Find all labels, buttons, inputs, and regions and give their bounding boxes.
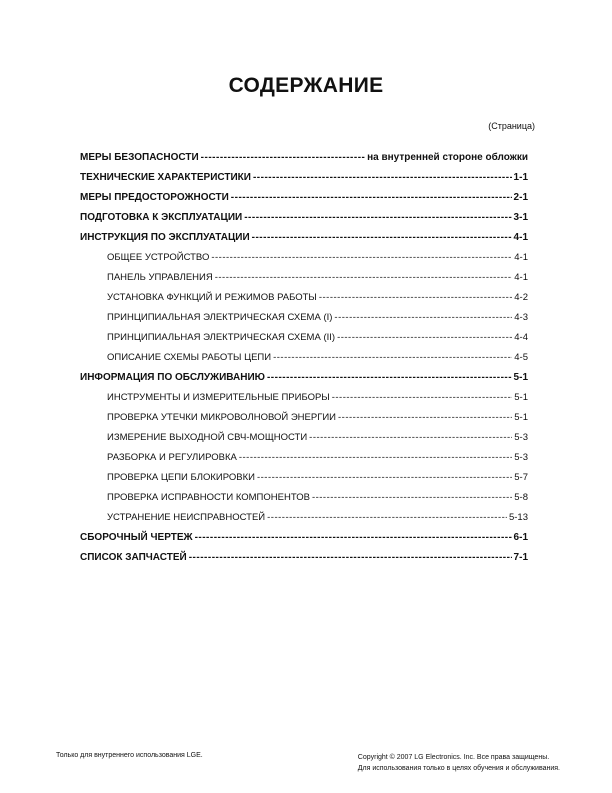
footer-usage-line: Для использования только в целях обучения и обслуживания.: [357, 765, 560, 772]
toc-leader: [215, 268, 513, 288]
toc-section: [80, 368, 528, 388]
toc-page-number: 4-1: [513, 232, 528, 243]
toc-label: ПРОВЕРКА ЦЕПИ БЛОКИРОВКИ: [107, 472, 255, 483]
toc-subsection: [80, 348, 528, 368]
toc-label: ПОДГОТОВКА К ЭКСПЛУАТАЦИИ: [80, 212, 243, 223]
toc-label: ПРИНЦИПИАЛЬНАЯ ЭЛЕКТРИЧЕСКАЯ СХЕМА (II): [107, 332, 336, 343]
toc-label: УСТРАНЕНИЕ НЕИСПРАВНОСТЕЙ: [107, 512, 266, 523]
toc-leader: [267, 368, 512, 388]
toc-page-number: 2-1: [513, 192, 528, 203]
toc-label: ПРОВЕРКА УТЕЧКИ МИКРОВОЛНОВОЙ ЭНЕРГИИ: [107, 412, 336, 423]
toc-page-number: 5-13: [508, 512, 528, 523]
toc-section: [80, 548, 528, 568]
toc-page-number: 4-4: [514, 332, 528, 343]
toc-subsection: [80, 248, 528, 268]
toc-subsection: [80, 408, 528, 428]
page-column-note: (Страница): [488, 121, 535, 131]
toc-subsection: [80, 288, 528, 308]
toc-subsection: [80, 308, 528, 328]
toc-label: ОБЩЕЕ УСТРОЙСТВО: [107, 252, 210, 263]
toc-section: [80, 148, 528, 168]
toc-section: [80, 528, 528, 548]
toc-page-number: 4-1: [514, 252, 528, 263]
toc-page-number: 4-2: [514, 292, 528, 303]
toc-leader: [319, 288, 512, 308]
toc-page-number: 4-1: [514, 272, 528, 283]
toc-leader: [244, 208, 511, 228]
toc-label: ПРИНЦИПИАЛЬНАЯ ЭЛЕКТРИЧЕСКАЯ СХЕМА (I): [107, 312, 333, 323]
toc-page-number: 5-8: [514, 492, 528, 503]
toc-section: [80, 228, 528, 248]
toc-page-number: 1-1: [513, 172, 528, 183]
footer-copyright: [358, 752, 560, 774]
toc-page-number: 5-3: [514, 452, 528, 463]
toc-page-number: 7-1: [513, 552, 528, 563]
toc-page-number: 4-3: [514, 312, 528, 323]
toc-leader: [239, 448, 512, 468]
toc-leader: [189, 548, 512, 568]
toc-subsection: [80, 448, 528, 468]
footer-copyright-line: Copyright © 2007 LG Electronics. Inc. Все права защищены.: [357, 754, 550, 761]
toc-section: [80, 168, 528, 188]
toc-subsection: [80, 328, 528, 348]
toc-label: РАЗБОРКА И РЕГУЛИРОВКА: [107, 452, 237, 463]
toc-subsection: [80, 488, 528, 508]
toc-subsection: [80, 388, 528, 408]
toc-page-number: на внутренней стороне обложки: [367, 152, 528, 163]
toc-label: СПИСОК ЗАПЧАСТЕЙ: [80, 552, 187, 563]
toc-label: СБОРОЧНЫЙ ЧЕРТЕЖ: [80, 532, 193, 543]
toc-page-number: 3-1: [513, 212, 528, 223]
toc-section: [80, 188, 528, 208]
toc-label: МЕРЫ ПРЕДОСТОРОЖНОСТИ: [80, 192, 229, 203]
toc-label: ОПИСАНИЕ СХЕМЫ РАБОТЫ ЦЕПИ: [107, 352, 272, 363]
toc-leader: [211, 248, 512, 268]
toc-leader: [253, 168, 512, 188]
footer-internal-use: Только для внутреннего использования LGE.: [56, 752, 203, 759]
toc-leader: [195, 528, 512, 548]
toc-page-number: 5-1: [513, 372, 528, 383]
toc-leader: [273, 348, 512, 368]
toc-leader: [267, 508, 507, 528]
toc-section: [80, 208, 528, 228]
toc-page-number: 5-3: [514, 432, 528, 443]
toc-page-number: 5-7: [514, 472, 528, 483]
toc-leader: [337, 328, 512, 348]
toc-label: ИЗМЕРЕНИЕ ВЫХОДНОЙ СВЧ-МОЩНОСТИ: [107, 432, 308, 443]
toc-leader: [231, 188, 512, 208]
page-title: СОДЕРЖАНИЕ: [228, 74, 384, 97]
toc-label: МЕРЫ БЕЗОПАСНОСТИ: [80, 152, 199, 163]
table-of-contents: [80, 148, 528, 568]
toc-page-number: 6-1: [513, 532, 528, 543]
toc-subsection: [80, 268, 528, 288]
toc-page-number: 4-5: [514, 352, 528, 363]
toc-page-number: 5-1: [514, 392, 528, 403]
toc-label: УСТАНОВКА ФУНКЦИЙ И РЕЖИМОВ РАБОТЫ: [107, 292, 317, 303]
toc-label: ПРОВЕРКА ИСПРАВНОСТИ КОМПОНЕНТОВ: [107, 492, 310, 503]
toc-page-number: 5-1: [514, 412, 528, 423]
toc-label: ИНФОРМАЦИЯ ПО ОБСЛУЖИВАНИЮ: [80, 372, 265, 383]
toc-label: ПАНЕЛЬ УПРАВЛЕНИЯ: [107, 272, 213, 283]
toc-leader: [338, 408, 512, 428]
toc-leader: [252, 228, 512, 248]
toc-label: ИНСТРУМЕНТЫ И ИЗМЕРИТЕЛЬНЫЕ ПРИБОРЫ: [107, 392, 330, 403]
toc-leader: [201, 148, 365, 168]
toc-leader: [257, 468, 512, 488]
toc-leader: [332, 388, 513, 408]
toc-subsection: [80, 468, 528, 488]
toc-leader: [334, 308, 512, 328]
toc-subsection: [80, 428, 528, 448]
toc-subsection: [80, 508, 528, 528]
toc-label: ТЕХНИЧЕСКИЕ ХАРАКТЕРИСТИКИ: [80, 172, 251, 183]
toc-label: ИНСТРУКЦИЯ ПО ЭКСПЛУАТАЦИИ: [80, 232, 250, 243]
toc-leader: [312, 488, 512, 508]
toc-leader: [309, 428, 512, 448]
